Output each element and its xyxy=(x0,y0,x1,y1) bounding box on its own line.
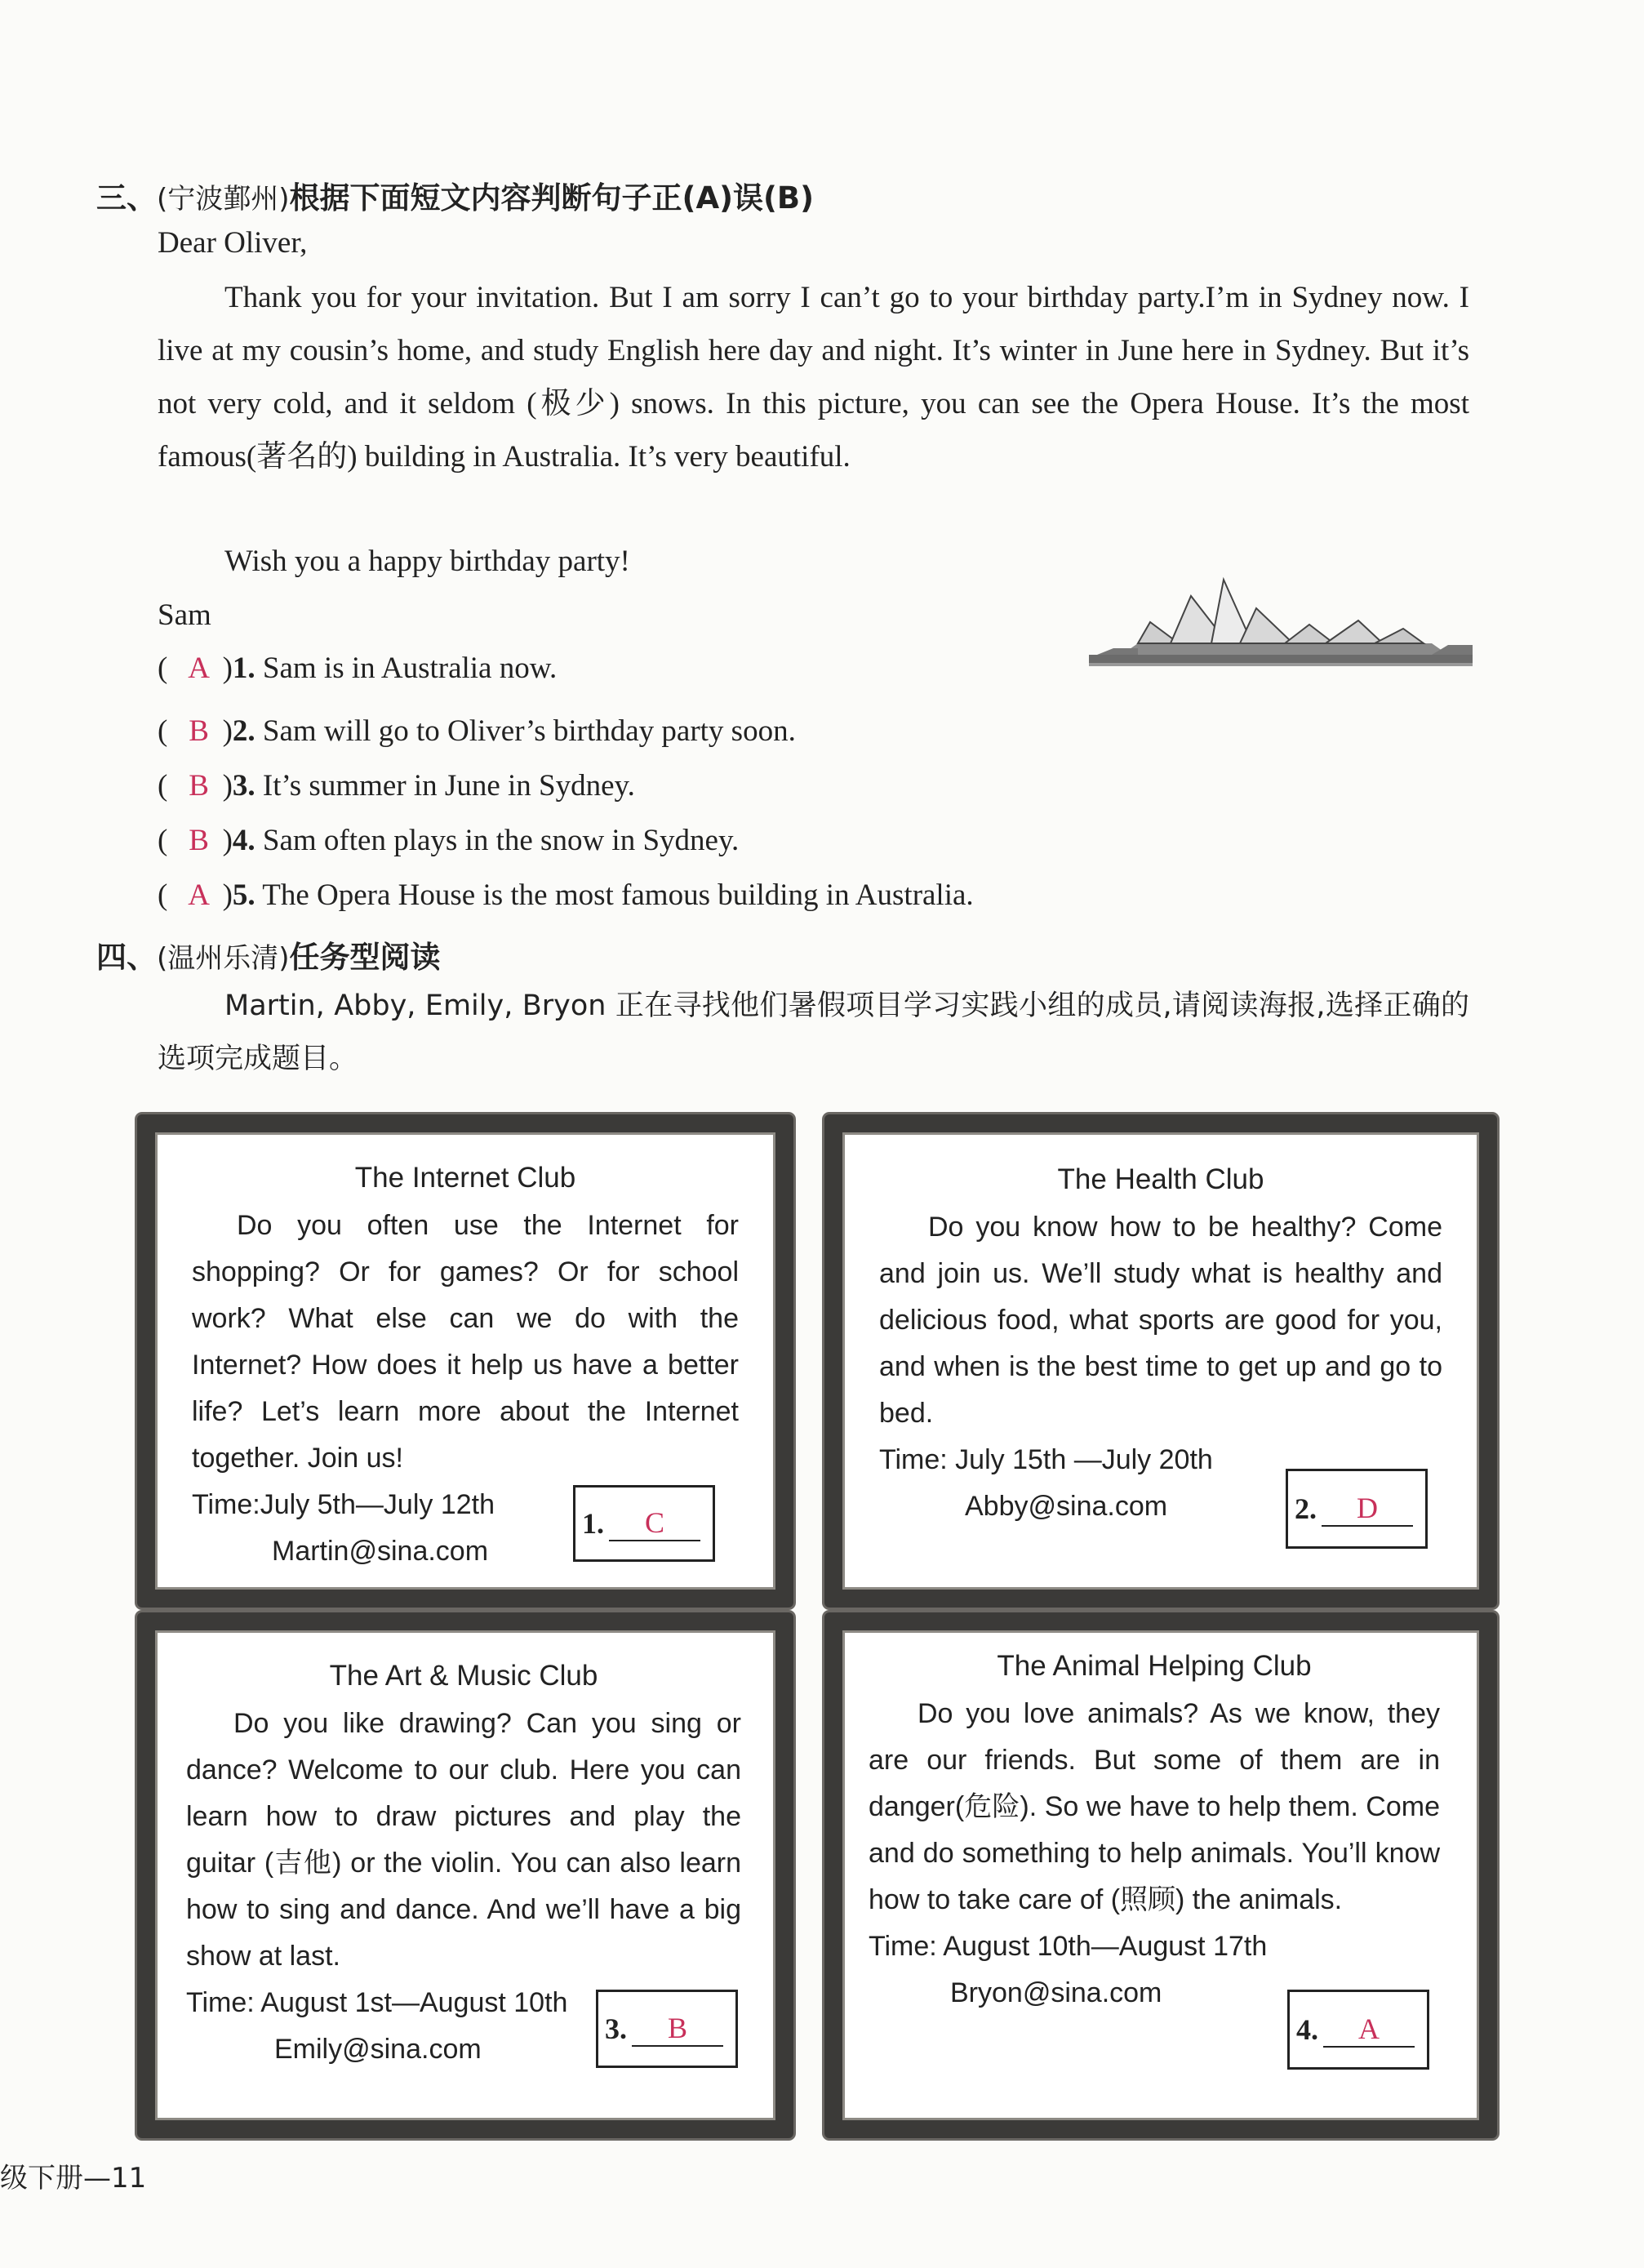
answer-number: 3. xyxy=(605,2012,627,2045)
question-number: 1. xyxy=(232,651,255,685)
section3-heading-prefix: 三、 xyxy=(96,180,157,216)
question-item: ( A )5. The Opera House is the most famous building in Australia. xyxy=(158,878,974,912)
poster-time: Time:July 5th—July 12th xyxy=(192,1489,495,1520)
question-number: 5. xyxy=(232,878,255,912)
question-answer: B xyxy=(189,769,209,803)
poster-art-music-club xyxy=(137,1612,793,2138)
question-text: The Opera House is the most famous building in Australia. xyxy=(262,878,974,912)
poster-body: Do you like drawing? Can you sing or dance? Welcome to our club. Here you can learn how to draw pictures and play the guitar (吉他) or the violin. You can also learn how to sing and dance. And we’ll have a big show at last. xyxy=(186,1708,741,1972)
question-item: ( B )3. It’s summer in June in Sydney. xyxy=(158,769,635,803)
answer-box xyxy=(1286,1469,1428,1549)
question-text: Sam will go to Oliver’s birthday party soon. xyxy=(262,714,796,748)
letter-wish: Wish you a happy birthday party! xyxy=(224,545,630,578)
question-item: ( A )1. Sam is in Australia now. xyxy=(158,651,558,685)
poster-email: Abby@sina.com xyxy=(965,1491,1168,1522)
section3-heading-text: 根据下面短文内容判断句子正(A)误(B) xyxy=(289,180,815,216)
poster-health-club xyxy=(824,1114,1497,1608)
answer-value: A xyxy=(1323,2012,1415,2048)
answer-number: 2. xyxy=(1295,1492,1317,1525)
question-text: Sam is in Australia now. xyxy=(262,651,558,685)
poster-title: The Art & Music Club xyxy=(329,1660,598,1692)
answer-number: 4. xyxy=(1296,2013,1318,2046)
section3-heading xyxy=(96,173,814,217)
section4-heading xyxy=(96,932,441,976)
page-footer: 级下册—11 xyxy=(0,2162,147,2195)
answer-box xyxy=(596,1990,738,2068)
section4-heading-prefix: 四、 xyxy=(96,940,157,975)
letter-body xyxy=(158,271,1469,483)
question-number: 4. xyxy=(232,824,255,857)
poster-title: The Health Club xyxy=(1057,1163,1264,1195)
poster-title: The Internet Club xyxy=(354,1162,576,1194)
poster-internet-club xyxy=(137,1114,793,1608)
question-answer: A xyxy=(188,651,210,685)
question-answer: A xyxy=(188,878,210,912)
poster-time: Time: August 1st—August 10th xyxy=(186,1987,568,2018)
answer-value: B xyxy=(632,2011,723,2047)
section4-intro-block xyxy=(158,980,1469,1086)
poster-email: Martin@sina.com xyxy=(272,1536,489,1567)
answer-value: C xyxy=(609,1505,700,1541)
question-item: ( B )2. Sam will go to Oliver’s birthday party soon. xyxy=(158,714,796,748)
section4-intro: Martin, Abby, Emily, Bryon 正在寻找他们暑假项目学习实践小组的成员,请阅读海报,选择正确的选项完成题目。 xyxy=(158,989,1469,1075)
question-number: 2. xyxy=(232,714,255,748)
question-answer: B xyxy=(189,714,209,748)
poster-animal-helping-club xyxy=(824,1612,1497,2138)
question-number: 3. xyxy=(232,769,255,803)
question-item: ( B )4. Sam often plays in the snow in Sydney. xyxy=(158,824,740,857)
poster-email: Bryon@sina.com xyxy=(950,1977,1162,2008)
poster-time: Time: August 10th—August 17th xyxy=(869,1931,1268,1962)
letter-paragraph: Thank you for your invitation. But I am sorry I can’t go to your birthday party.I’m in Sydney now. I live at my cousin’s home, and study English here day and night. It’s winter in June here in Sydney. But it’s not very cold, and it seldom (极少) snows. In this picture, you can see the Opera House. It’s the most famous(著名的) building in Australia. It’s very beautiful. xyxy=(158,281,1469,474)
answer-box xyxy=(573,1485,715,1562)
answer-number: 1. xyxy=(582,1507,604,1540)
answer-box xyxy=(1287,1990,1429,2070)
answer-value: D xyxy=(1322,1491,1413,1527)
letter-greeting: Dear Oliver, xyxy=(158,226,308,260)
question-text: Sam often plays in the snow in Sydney. xyxy=(262,824,740,857)
section3-heading-source: (宁波鄞州) xyxy=(157,183,290,216)
question-text: It’s summer in June in Sydney. xyxy=(262,769,635,803)
poster-time: Time: July 15th —July 20th xyxy=(879,1444,1213,1475)
letter-signature: Sam xyxy=(158,598,211,632)
poster-body: Do you often use the Internet for shopping? Or for games? Or for school work? What else can we do with the Internet? How does it help us have a better life? Let’s learn more about the Internet together. Join us! xyxy=(192,1210,739,1474)
poster-email: Emily@sina.com xyxy=(274,2034,482,2065)
section4-heading-source: (温州乐清) xyxy=(157,942,290,975)
section4-heading-text: 任务型阅读 xyxy=(289,940,441,975)
question-answer: B xyxy=(189,824,209,857)
poster-body: Do you know how to be healthy? Come and join us. We’ll study what is healthy and delicious food, what sports are good for you, and when is the best time to get up and go to bed. xyxy=(879,1212,1442,1429)
poster-body: Do you love animals? As we know, they are our friends. But some of them are in danger(危险). So we have to help them. Come and do something to help animals. You’ll know how to take care of (照顾) the animals. xyxy=(869,1698,1440,1915)
poster-title: The Animal Helping Club xyxy=(997,1650,1312,1682)
opera-house-picture xyxy=(1089,563,1473,678)
